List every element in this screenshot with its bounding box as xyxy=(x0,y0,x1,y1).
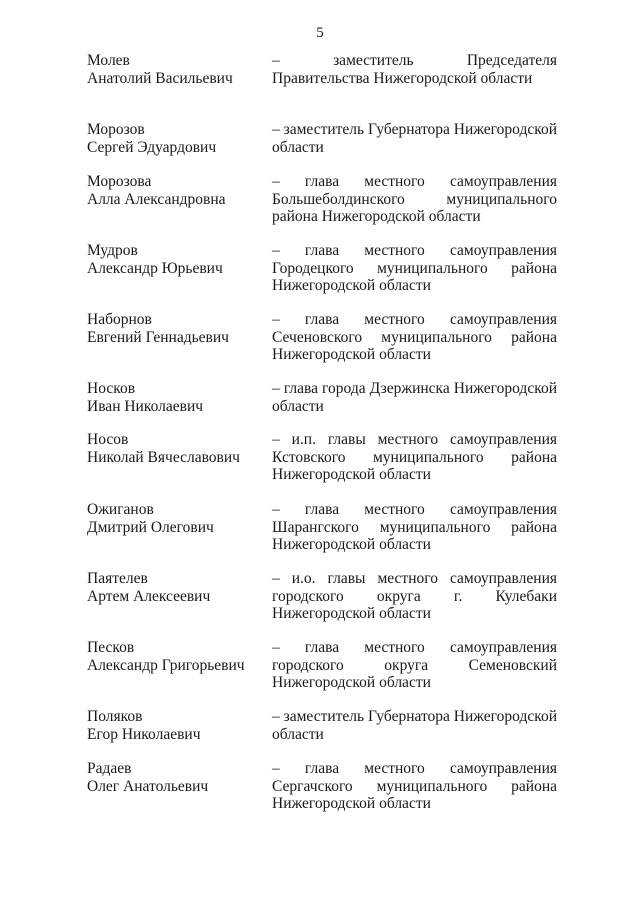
member-name xyxy=(87,121,267,157)
member-surname: Песков xyxy=(87,639,135,656)
member-surname: Носков xyxy=(87,380,136,397)
member-name xyxy=(87,242,267,278)
member-role: – глава местного самоуправления Сеченовского муниципального района Нижегородской области xyxy=(272,311,557,363)
member-name xyxy=(87,760,267,796)
member-role: – и.п. главы местного самоуправления Кстовского муниципального района Нижегородской области xyxy=(272,431,557,483)
member-role: – заместитель Губернатора Нижегородской области xyxy=(272,708,558,743)
member-role: – глава местного самоуправления Большеболдинского муниципального района Нижегородской области xyxy=(272,173,557,225)
member-role: – глава местного самоуправления Сергачского муниципального района Нижегородской области xyxy=(272,760,557,812)
member-name xyxy=(87,431,267,467)
member-name xyxy=(87,311,267,347)
member-name xyxy=(87,52,267,88)
member-role: – глава местного самоуправления Городецкого муниципального района Нижегородской области xyxy=(272,242,557,294)
member-role: – заместитель Председателя Правительства Нижегородской области xyxy=(272,52,557,87)
member-name xyxy=(87,639,267,675)
member-surname: Мудров xyxy=(87,242,138,259)
member-given-names: Егор Николаевич xyxy=(87,726,201,743)
member-surname: Морозова xyxy=(87,173,152,190)
member-surname: Носов xyxy=(87,431,129,448)
member-name xyxy=(87,501,267,537)
member-role: – и.о. главы местного самоуправления городского округа г. Кулебаки Нижегородской области xyxy=(272,570,557,622)
member-surname: Ожиганов xyxy=(87,501,154,518)
member-given-names: Артем Алексеевич xyxy=(87,588,211,605)
member-surname: Паятелев xyxy=(87,570,148,587)
member-surname: Поляков xyxy=(87,708,143,725)
member-surname: Радаев xyxy=(87,760,132,777)
member-role: – глава местного самоуправления Шарангского муниципального района Нижегородской области xyxy=(272,501,557,553)
member-name xyxy=(87,708,267,744)
member-role: – глава местного самоуправления городского округа Семеновский Нижегородской области xyxy=(272,639,557,691)
page-number: 5 xyxy=(316,25,324,41)
member-surname: Морозов xyxy=(87,121,145,138)
member-given-names: Сергей Эдуардович xyxy=(87,139,217,156)
member-surname: Молев xyxy=(87,52,130,69)
member-role: – глава города Дзержинска Нижегородской области xyxy=(272,380,557,415)
member-role: – заместитель Губернатора Нижегородской области xyxy=(272,121,558,156)
member-given-names: Дмитрий Олегович xyxy=(87,519,214,536)
member-given-names: Иван Николаевич xyxy=(87,398,204,415)
member-name xyxy=(87,570,267,606)
member-surname: Наборнов xyxy=(87,311,152,328)
member-name xyxy=(87,173,267,209)
member-given-names: Александр Григорьевич xyxy=(87,657,245,674)
member-given-names: Александр Юрьевич xyxy=(87,260,223,277)
member-given-names: Алла Александровна xyxy=(87,191,226,208)
member-name xyxy=(87,380,267,416)
member-given-names: Евгений Геннадьевич xyxy=(87,329,229,346)
member-given-names: Николай Вячеславович xyxy=(87,449,240,466)
member-given-names: Олег Анатольевич xyxy=(87,778,209,795)
member-given-names: Анатолий Васильевич xyxy=(87,70,233,87)
